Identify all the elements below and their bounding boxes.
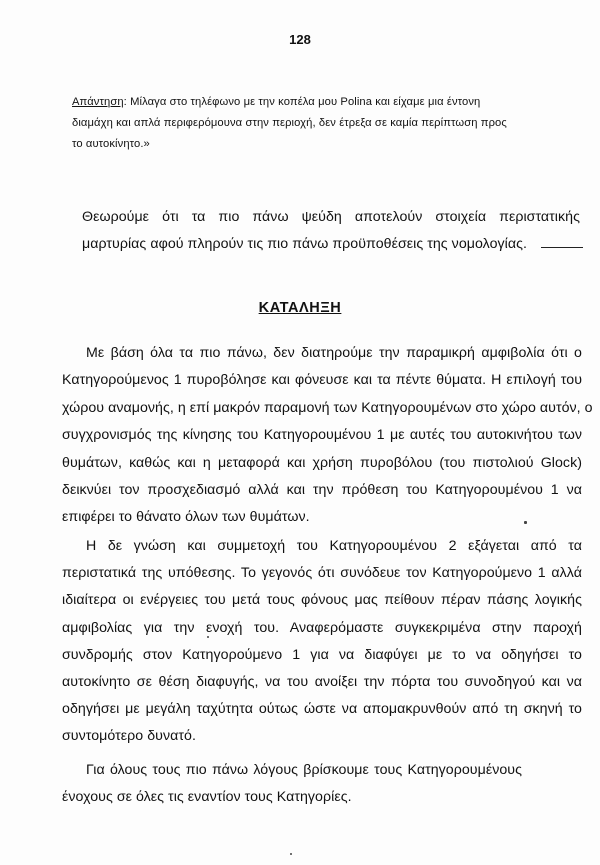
answer-label: Απάντηση <box>72 96 124 108</box>
paragraph-line: συντομότερο δυνατό. <box>62 728 196 745</box>
paragraph-line: δεικνύει τον προσχεδιασμό αλλά και την πρόθεση του Κατηγορουμένου 1 να <box>62 482 582 499</box>
paragraph-line: μαρτυρίας αφού πληρούν τις πιο πάνω προϋποθέσεις της νομολογίας. <box>82 231 580 258</box>
paragraph-line: αυτοκίνητο σε θέση διαφυγής, να του ανοίξει την πόρτα του συνοδηγού και να <box>62 674 582 691</box>
conclusion-paragraph-3 <box>62 757 522 811</box>
page-number: 128 <box>289 32 311 47</box>
closing-rule <box>541 237 583 248</box>
paragraph-line: ιδιαίτερα οι ενέργειες του μετά τους φόνους μας πείθουν πέραν πάσης λογικής <box>62 592 582 609</box>
paragraph-line: αμφιβολίας για την ενοχή του. Αναφερόμαστε συγκεκριμένα στην παροχή <box>62 619 582 636</box>
answer-line: διαμάχη και απλά περιφερόμουνα στην περιοχή, δεν έτρεξα σε καμία περίπτωση προς <box>72 117 507 129</box>
paragraph-line: οδηγήσει με μεγάλη ταχύτητα ούτως ώστε να απομακρυνθούν από τη σκηνή το <box>62 701 582 718</box>
paragraph-line: συνδρομής στον Κατηγορούμενο 1 για να διαφύγει με το να οδηγήσει το <box>62 646 582 663</box>
scan-speck <box>524 521 527 524</box>
observation-paragraph <box>82 204 580 258</box>
answer-line: Απάντηση: Μίλαγα στο τηλέφωνο με την κοπέλα μου Polina και είχαμε μια έντονη <box>72 96 481 108</box>
answer-line: το αυτοκίνητο.» <box>72 138 150 150</box>
paragraph-line: χώρου αναμονής, η επί μακρόν παραμονή των Κατηγορουμένων στο χώρο αυτόν, ο <box>62 399 593 416</box>
paragraph-line: ένοχους σε όλες τις εναντίον τους Κατηγορίες. <box>62 789 352 805</box>
paragraph-line: επιφέρει το θάνατο όλων των θυμάτων. <box>62 509 310 526</box>
paragraph-line: Θεωρούμε ότι τα πιο πάνω ψεύδη αποτελούν στοιχεία περιστατικής <box>82 209 580 225</box>
paragraph-line: Για όλους τους πιο πάνω λόγους βρίσκουμε τους Κατηγορουμένους <box>86 762 522 778</box>
paragraph-line: Κατηγορούμενος 1 πυροβόλησε και φόνευσε και τα πέντε θύματα. Η επιλογή του <box>62 372 582 389</box>
conclusion-paragraph-2 <box>62 533 582 751</box>
paragraph-line: Με βάση όλα τα πιο πάνω, δεν διατηρούμε την παραμικρή αμφιβολία ότι ο <box>86 345 582 361</box>
paragraph-line: συγχρονισμός της κίνησης του Κατηγορουμένου 1 με αυτές του αυτοκινήτου των <box>62 427 582 444</box>
answer-quote <box>72 92 572 155</box>
paragraph-line: περιστατικά της υπόθεσης. Το γεγονός ότι συνόδευε τον Κατηγορούμενο 1 αλλά <box>62 565 582 582</box>
paragraph-line: Η δε γνώση και συμμετοχή του Κατηγορουμένου 2 εξάγεται από τα <box>86 538 582 554</box>
scan-speck <box>207 636 209 638</box>
section-title: ΚΑΤΑΛΗΞΗ <box>258 300 342 316</box>
conclusion-paragraph-1 <box>62 340 593 532</box>
scan-speck <box>290 853 292 855</box>
paragraph-line: θυμάτων, καθώς και η μεταφορά και χρήση πυροβόλου (του πιστολιού Glock) <box>62 454 582 471</box>
